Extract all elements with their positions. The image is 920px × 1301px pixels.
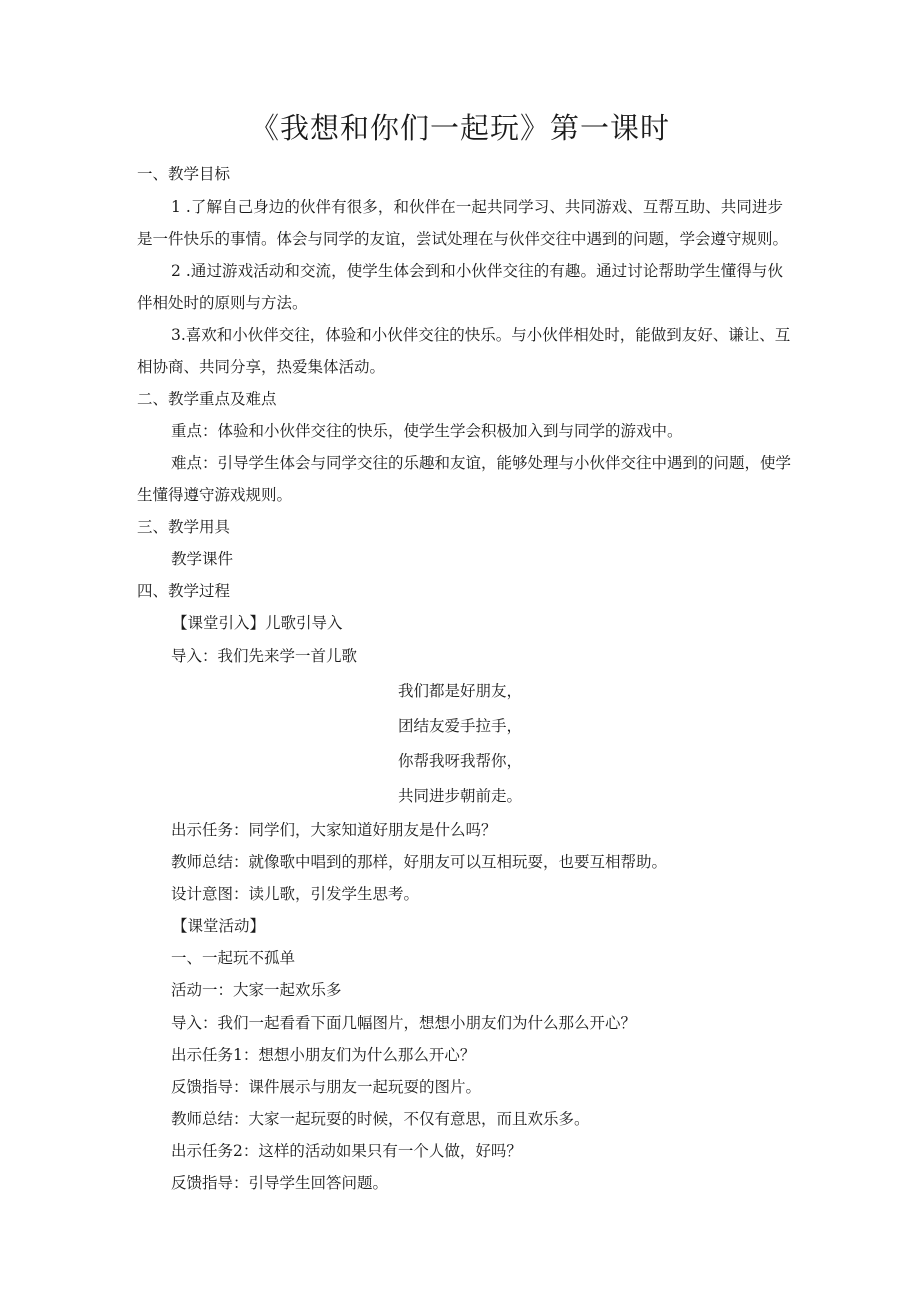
feedback-1: 反馈指导：课件展示与朋友一起玩耍的图片。 [171,1078,482,1096]
difficulty-line-1: 难点：引导学生体会与同学交往的乐趣和友谊，能够处理与小伙伴交往中遇到的问题，使学 [171,454,792,472]
goal-2-line-2: 伴相处时的原则与方法。 [137,294,308,312]
key-point: 重点：体验和小伙伴交往的快乐，使学生学会积极加入到与同学的游戏中。 [171,422,683,440]
poem-line: 团结友爱手拉手， [398,717,523,735]
poem-line: 你帮我呀我帮你， [398,752,523,770]
poem-line: 我们都是好朋友， [398,682,523,700]
task-text: 出示任务：同学们，大家知道好朋友是什么吗？ [171,821,497,839]
goal-1-line-2: 是一件快乐的事情。体会与同学的友谊，尝试处理在与伙伴交往中遇到的问题，学会遵守规则。 [137,230,789,248]
section-heading-goals: 一、教学目标 [137,165,231,183]
section-heading-key-points: 二、教学重点及难点 [137,390,277,408]
activity-title: 活动一：大家一起欢乐多 [171,981,342,999]
poem-line: 共同进步朝前走。 [398,787,523,805]
page-title: 《我想和你们一起玩》第一课时 [249,111,670,145]
intro-text-2: 导入：我们一起看看下面几幅图片，想想小朋友们为什么那么开心？ [171,1014,637,1032]
feedback-2: 反馈指导：引导学生回答问题。 [171,1174,389,1192]
teacher-summary: 教师总结：就像歌中唱到的那样，好朋友可以互相玩耍，也要互相帮助。 [171,853,668,871]
section-heading-tools: 三、教学用具 [137,518,231,536]
difficulty-line-2: 生懂得遵守游戏规则。 [137,486,293,504]
intro-text: 导入：我们先来学一首儿歌 [171,647,358,665]
task-2: 出示任务2：这样的活动如果只有一个人做，好吗？ [171,1142,522,1160]
goal-2-line-1: 2 .通过游戏活动和交流，使学生体会到和小伙伴交往的有趣。通过讨论帮助学生懂得与伙 [171,262,783,280]
goal-3-line-1: 3.喜欢和小伙伴交往，体验和小伙伴交往的快乐。与小伙伴相处时，能做到友好、谦让、互 [171,326,791,344]
goal-3-line-2: 相协商、共同分享，热爱集体活动。 [137,358,386,376]
activity-heading: 【课堂活动】 [172,917,266,935]
design-intent: 设计意图：读儿歌，引发学生思考。 [171,885,420,903]
tools-text: 教学课件 [171,550,234,568]
goal-1-line-1: 1 .了解自己身边的伙伴有很多，和伙伴在一起共同学习、共同游戏、互帮互助、共同进步 [171,198,783,216]
part-heading: 一、一起玩不孤单 [171,949,296,967]
task-1: 出示任务1：想想小朋友们为什么那么开心？ [171,1046,476,1064]
teacher-summary-1: 教师总结：大家一起玩耍的时候，不仅有意思，而且欢乐多。 [171,1110,590,1128]
section-heading-process: 四、教学过程 [137,582,231,600]
intro-heading: 【课堂引入】儿歌引导入 [172,614,343,632]
